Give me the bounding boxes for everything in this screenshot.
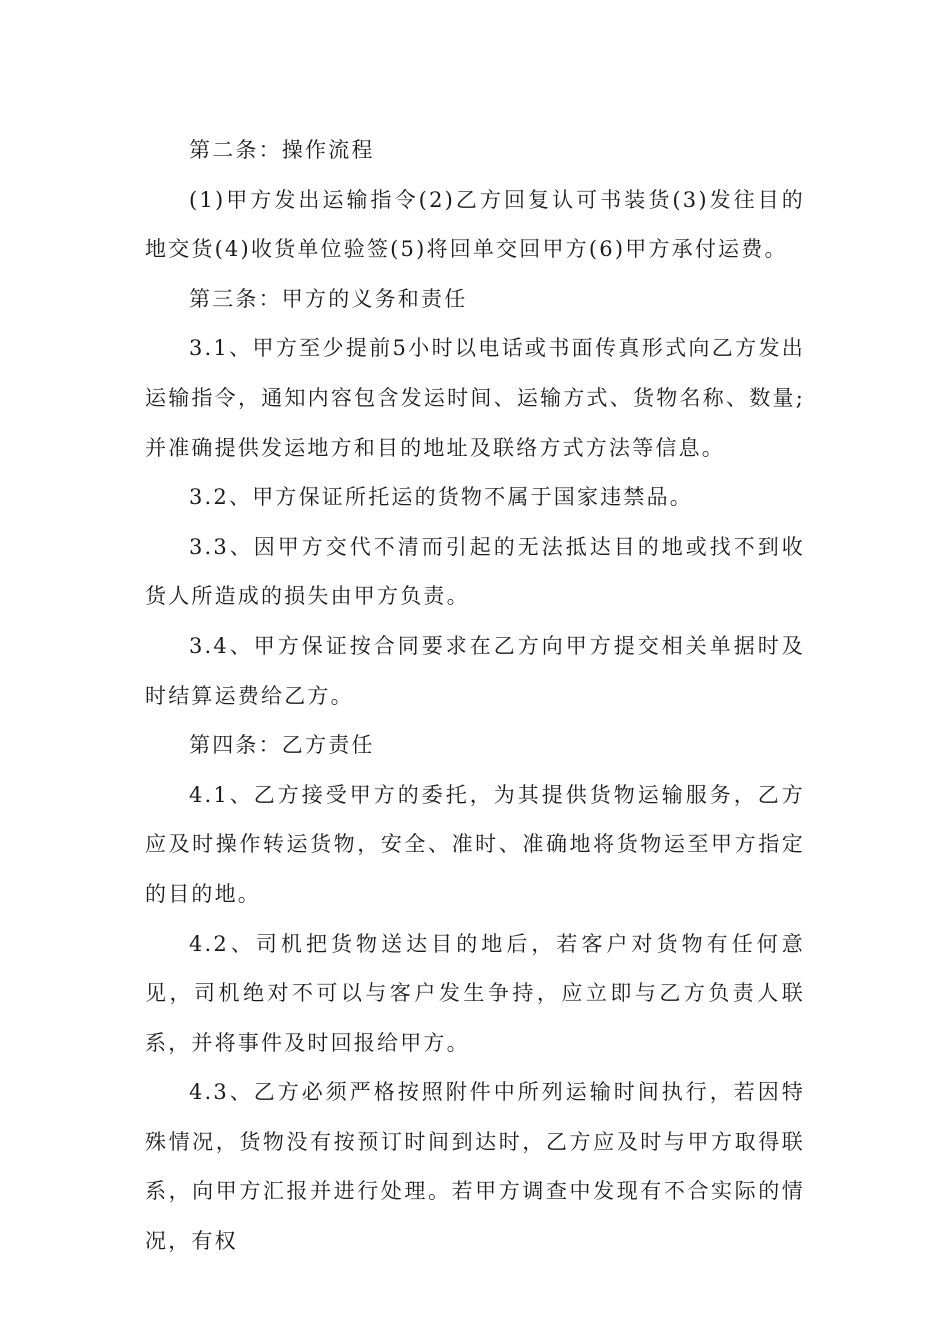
section-heading-4: 第四条：乙方责任 (189, 733, 375, 758)
paragraph-4-1: 4.1、乙方接受甲方的委托，为其提供货物运输服务，乙方应及时操作转运货物，安全、准时、准确地将货物运至甲方指定的目的地。 (145, 782, 805, 906)
paragraph-3-1: 3.1、甲方至少提前5小时以电话或书面传真形式向乙方发出运输指令，通知内容包含发运时间、运输方式、货物名称、数量;并准确提供发运地方和目的地址及联络方式方法等信息。 (145, 336, 805, 460)
document-body (145, 126, 805, 1267)
paragraph-4-3: 4.3、乙方必须严格按照附件中所列运输时间执行，若因特殊情况，货物没有按预订时间到达时，乙方应及时与甲方取得联系，向甲方汇报并进行处理。若甲方调查中发现有不合实际的情况，有权 (145, 1080, 805, 1254)
paragraph-3-4: 3.4、甲方保证按合同要求在乙方向甲方提交相关单据时及时结算运费给乙方。 (145, 633, 805, 708)
paragraph-3-2: 3.2、甲方保证所托运的货物不属于国家违禁品。 (189, 485, 693, 510)
paragraph-process-steps: (1)甲方发出运输指令(2)乙方回复认可书装货(3)发往目的地交货(4)收货单位验签(5)将回单交回甲方(6)甲方承付运费。 (145, 187, 805, 262)
paragraph-4-2: 4.2、司机把货物送达目的地后，若客户对货物有任何意见，司机绝对不可以与客户发生争持，应立即与乙方负责人联系，并将事件及时回报给甲方。 (145, 931, 805, 1055)
paragraph-3-3: 3.3、因甲方交代不清而引起的无法抵达目的地或找不到收货人所造成的损失由甲方负责。 (145, 534, 805, 609)
section-heading-3: 第三条：甲方的义务和责任 (189, 286, 468, 311)
section-heading-2: 第二条：操作流程 (189, 138, 375, 162)
